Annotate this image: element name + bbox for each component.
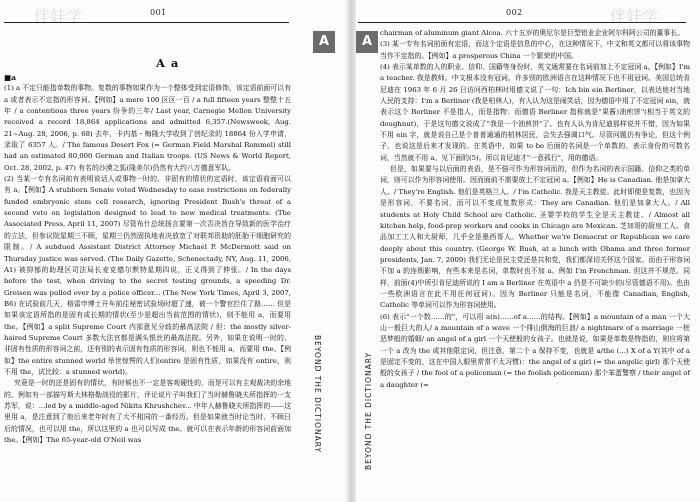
spine-text-right: BEYOND THE DICTIONARY	[364, 351, 373, 470]
letter-tab-right: A	[356, 31, 378, 53]
header-rule-left	[4, 22, 289, 23]
paragraph: 究竟是一时的还是固有的情状，有时候也不一定是客观硬性的，而是可以有主观裁决的余地的。例如有一部描写斯大林格勒战役的影片，评论说片子叫我们了当时赫鲁晓夫所指挥的一支苏军，说：...led by a middle-aged Nikita Khrushchev... 中年人赫鲁晓夫所指挥的——这里用 a，是注意到了他后来老年时有了大不相同的一番经历。但是如果就当时论当时，不顾日后的情况，也可以用 the，所以这里的 a 也可以写成 the。就可以在表示年龄的形容词前面加 the。【例如】The 65-year-old O'Neil was	[4, 379, 291, 444]
letter-tab-left: A	[313, 31, 335, 53]
watermark-left: 伴娃学	[34, 7, 83, 26]
book-gutter	[346, 0, 356, 502]
left-page	[0, 0, 346, 502]
paragraph: (4) 表示某单数的人的职业、信仰、国籍等身份时，英文通常要在名词前加上不定冠词 a。【例如】I'm a teacher. 我是教师。中文根本没有冠词。许多别的欧洲语言在这种情况下也不用冠词。美国总统肯尼迪在 1963 年 6 月 26 日访问西柏林时用德文说了一句：Ich bin ein Berliner，以表达他对当地人民的支持：I'm a Berliner (我是柏林人)，有人认为这是闹笑话，因为德语中用了不定冠词 ein，就表示这个 Berliner 不是指人，而是指物：而德语 Berliner 指称就是"果酱)油煎饼"(相当于英文的 doughnut)，于是这句德文说成了"我是一个油煎饼"了。也有人认为肯尼迪那样说并不错，因为如果不用 ein 字，就是说自己是个普普通通的柏林居民，会失去强调口气。尽管问题仍有争论，但这个例子，也说这是后来才发现的。在英语中，如果 to be 后面的名词是一个单数的、表示身份的可数名词，当然就不用 a。见下面的(5)。所以肯尼迪才"一意孤行"，用的德语。	[380, 63, 690, 162]
paragraph: (2) 当某一专有名词前有表明说话人或事物一时的、非固有的情状的定语时，该定语前面可以有 a。【例如】A stubborn Senate voted Wednesday to ease restrictions on federally funded embryonic stem cell research, ignoring President Bush's threat of a second veto on legislation designed to lead to new medical treatments. (The Associated Press, April 11, 2007) 尽管布什总统扬言要第一次否决旨在导致新的医学治疗的立法，但参议院星期三不顾，星期三仍然固执地表决放宽了对联邦资助的胚胎干细胞研究的限制。/ A subdued Assistant District Attorney Michael P. McDermott said on Thursday justice was served. (The Daily Gazette, Schenectady, NY, Aug. 11, 2006, A1) 被抑郁的助理区司法局长麦克德尔默特星期四说，正义得到了伸张。/ In the days before the test, when driving to the secret testing grounds, a speeding Dr. Greisen was pulled over by a police officer... (The New York Times, April 3, 2007, B6) 在试验前几天，格雷申博士开车前往秘密试验场时超了速，被一个警官拦住了路…… 但是如果该定语所指的是固有或长期的情状(至少是超出当前范围的情状)，则不能用 a，而要用 the。【例如】a split Supreme Court 内部意见分歧的最高法院 / 但：the mostly silver-haired Supreme Court 多数大法官都是满头银丝的最高法院。另外，如果在说明一时的、非固有性质的形容词之前，还有别的表示固有性质的形容词，则也不能用 a，而要用 the。【例如】the entire stunned world 举世惊愕的人们(entire 是固有性质，如果没有 entire，则不用 the，试比较：a stunned world)。	[4, 175, 291, 376]
entry-headword: ■a	[4, 73, 16, 82]
section-title: A a	[156, 56, 180, 70]
right-page	[356, 0, 700, 502]
paragraph: (6) 表示"一个数……的"，可以用 a(n)……of a……的结构。【例如】a mountain of a man 一个大山一般巨大的人/ a mountain of a wave 一个排山倒海的巨浪/ a nightmare of a marriage 一桩恶梦般的婚姻/ an angel of a girl 一个天使般的女孩子。也就是说，如果是单数是特指的，则应将第一个 a 改为 the 或其他限定词，但注意，第二个 a 保持不变，也就是 a/the (...) X of a Y(其中 of a 是固定不变的，这在中国人眼里常常不太习惯)：the angel of a girl (= the angelic girl) 那个天使般的女孩子 / the fool of a policeman (= the foolish policeman) 那个笨蛋警察 / their angel of a daughter (=	[380, 312, 690, 389]
left-page-body	[4, 72, 291, 446]
paragraph: (1) a 不定只能指单数的事物。复数的事物如果作为一个整体受到定语修饰，该定语前面可以有 a 或者表示不定指的形容词。【例如】a mere 100 区区一百 / a full fifteen years 整整十五年 / a contentious three years 纷争的三年/ Last year, Carnegie Mellon University received a record 18,864 applications and admitted 6,357.(Newsweek, Aug. 21~Aug. 28, 2006, p. 68) 去年，卡内基・梅隆大学收到了创纪录的 18864 份入学申请，录取了 6357 人。/ The famous Desert Fox (= German Field Marshal Rommel) still had an estimated 80,000 German and Italian troops. (US News & World Report, Oct. 28, 2002, p. 47) 有名的沙漠之狐(隆美尔)仍然有大约八万德意军队。	[4, 84, 291, 172]
page-number-right: 002	[506, 8, 523, 17]
right-page-body	[380, 28, 690, 391]
spine-text-left: BEYOND THE DICTIONARY	[313, 335, 322, 454]
watermark-right: 伴娃学	[610, 7, 659, 26]
paragraph: chairman of aluminum giant Alcoa. 六十五岁的奥尼尔是巨型铝业企业阿尔科阿公司的董事长。	[380, 29, 685, 37]
paragraph: (3) 某一专有名词前面有定语，而这个定语是信息的中心，在这种情况下，中文和英文都可以将该事物当作不定指的。【例如】a prosperous China 一个繁荣的中国。	[380, 40, 690, 60]
page-number-left: 001	[150, 8, 167, 17]
paragraph: 但是，如果要与以后面的表语，是不强可作为形容词而的，但作为名词的表示国籍、信仰之类的单词，则可以作为形容词使用。因而面前不需要放上不定冠词 a。【例如】He is Canadian. 他是加拿大人。/ They're English. 他们是英格兰人。/ I'm Catholic. 我是天主教徒。此时即便是复数，也因为是形容词，不要名词，而可以不变成复数形式：They are Canadian. 他们是加拿大人。/ All students at Holy Child School are Catholic. 圣婴学校的学生全是天主教徒。/ Almost all kitchen help, food-prep workers and cooks in Chicago are Mexican. 芝加哥的厨房工人、食品加工工人和大厨师，几乎全是墨西哥人。Whether we're Democrat or Republican we care deeply about this country. (George W. Bush, at a lunch with Obama and three former presidents, Jan. 7, 2009) 我们无论是民主党还是共和党，我们都深切关怀这个国家。而由于形容词不加 a 的连锁影响，有些本来是名词，单数时也不加 a。例如 I'm Frenchman. 但这并不规范。同样，前面(4)中所引肯尼迪所说的 I am a Berliner 在英语中 a 仍是不可缺少的(尽管德语不用)。也由一些欧洲语言在此不用任何冠词)。因为 Berliner 只能是名词，不能像 Canadian, English, Catholic 等单词可以作为形容词使用。	[380, 165, 690, 310]
